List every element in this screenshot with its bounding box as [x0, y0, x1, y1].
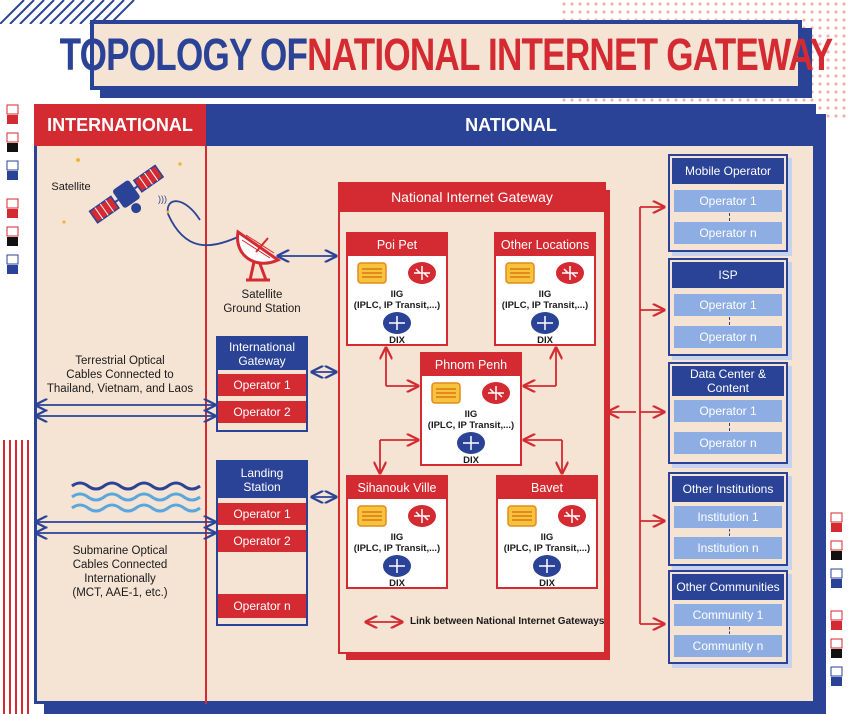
group-item-first: Institution 1 — [674, 506, 782, 528]
international-gateway-title: International Gateway — [218, 338, 306, 370]
group-item-last: Operator n — [674, 432, 782, 454]
group-title: ISP — [672, 262, 784, 288]
group-item-first: Operator 1 — [674, 294, 782, 316]
dix-label: DIX — [389, 335, 405, 346]
dix-label: DIX — [539, 578, 555, 589]
title-part-2: NATIONAL INTERNET GATEWAY — [307, 29, 833, 80]
dix-label: DIX — [537, 335, 553, 346]
satellite-label: Satellite — [51, 181, 91, 193]
dix-label: DIX — [463, 455, 479, 466]
node-bavet — [496, 475, 598, 589]
nig-title: National Internet Gateway — [338, 182, 606, 212]
group-item-last: Operator n — [674, 222, 782, 244]
iig-label: IIG — [390, 289, 404, 300]
dix-router-icon — [348, 554, 446, 578]
terrestrial-cables-label: Terrestrial Optical Cables Connected to Thailand, Vietnam, and Laos — [46, 355, 194, 395]
iig-device-icon — [498, 502, 596, 532]
continuation-dots — [729, 213, 731, 221]
ground-station-label: Satellite Ground Station — [223, 289, 301, 315]
node-poi-pet — [346, 232, 448, 346]
iig-detail: (IPLC, IP Transit,...) — [501, 300, 589, 311]
iig-label: IIG — [540, 532, 554, 543]
iig-device-icon — [496, 259, 594, 289]
intl-gateway-operator-2: Operator 2 — [218, 401, 306, 423]
node-title: Bavet — [498, 477, 596, 499]
continuation-dots — [729, 317, 731, 325]
iig-label: IIG — [538, 289, 552, 300]
legend-text: Link between National Internet Gateways — [410, 616, 605, 627]
group-title: Other Institutions — [672, 476, 784, 502]
landing-operator-1: Operator 1 — [218, 503, 306, 525]
iig-detail: (IPLC, IP Transit,...) — [353, 543, 441, 554]
dix-router-icon — [348, 311, 446, 335]
svg-text:))): ))) — [158, 194, 167, 204]
group-mobile-operator — [668, 154, 788, 252]
group-item-first: Community 1 — [674, 604, 782, 626]
continuation-dots — [729, 627, 731, 634]
iig-label: IIG — [464, 409, 478, 420]
group-item-first: Operator 1 — [674, 400, 782, 422]
landing-operator-n: Operator n — [218, 594, 306, 618]
node-sihanouk-ville — [346, 475, 448, 589]
landing-operator-2: Operator 2 — [218, 530, 306, 552]
group-item-last: Community n — [674, 635, 782, 657]
group-item-last: Institution n — [674, 537, 782, 559]
group-other-institutions — [668, 472, 788, 566]
group-title: Other Communities — [672, 574, 784, 600]
node-title: Sihanouk Ville — [348, 477, 446, 499]
international-header: INTERNATIONAL — [34, 104, 206, 146]
node-title: Phnom Penh — [422, 354, 520, 376]
iig-device-icon — [348, 259, 446, 289]
group-title: Data Center & Content — [672, 366, 784, 396]
iig-device-icon — [348, 502, 446, 532]
dix-router-icon — [498, 554, 596, 578]
iig-device-icon — [422, 379, 520, 409]
submarine-cables-label: Submarine Optical Cables Connected Internationally (MCT, AAE-1, etc.) — [72, 545, 168, 599]
iig-detail: (IPLC, IP Transit,...) — [353, 300, 441, 311]
group-item-last: Operator n — [674, 326, 782, 348]
node-title: Other Locations — [496, 234, 594, 256]
continuation-dots — [729, 423, 731, 431]
iig-label: IIG — [390, 532, 404, 543]
group-title: Mobile Operator — [672, 158, 784, 184]
dix-router-icon — [496, 311, 594, 335]
continuation-dots — [729, 529, 731, 536]
node-title: Poi Pet — [348, 234, 446, 256]
dix-label: DIX — [389, 578, 405, 589]
node-other-locations — [494, 232, 596, 346]
dix-router-icon — [422, 431, 520, 455]
iig-detail: (IPLC, IP Transit,...) — [427, 420, 515, 431]
intl-gateway-operator-1: Operator 1 — [218, 374, 306, 396]
group-isp — [668, 258, 788, 356]
title-part-1: TOPOLOGY OF — [59, 29, 308, 80]
group-item-first: Operator 1 — [674, 190, 782, 212]
landing-station-title: Landing Station — [218, 462, 306, 498]
node-phnom-penh — [420, 352, 522, 466]
iig-detail: (IPLC, IP Transit,...) — [503, 543, 591, 554]
group-data-center-content — [668, 362, 788, 464]
national-header: NATIONAL — [206, 104, 816, 146]
group-other-communities — [668, 570, 788, 664]
